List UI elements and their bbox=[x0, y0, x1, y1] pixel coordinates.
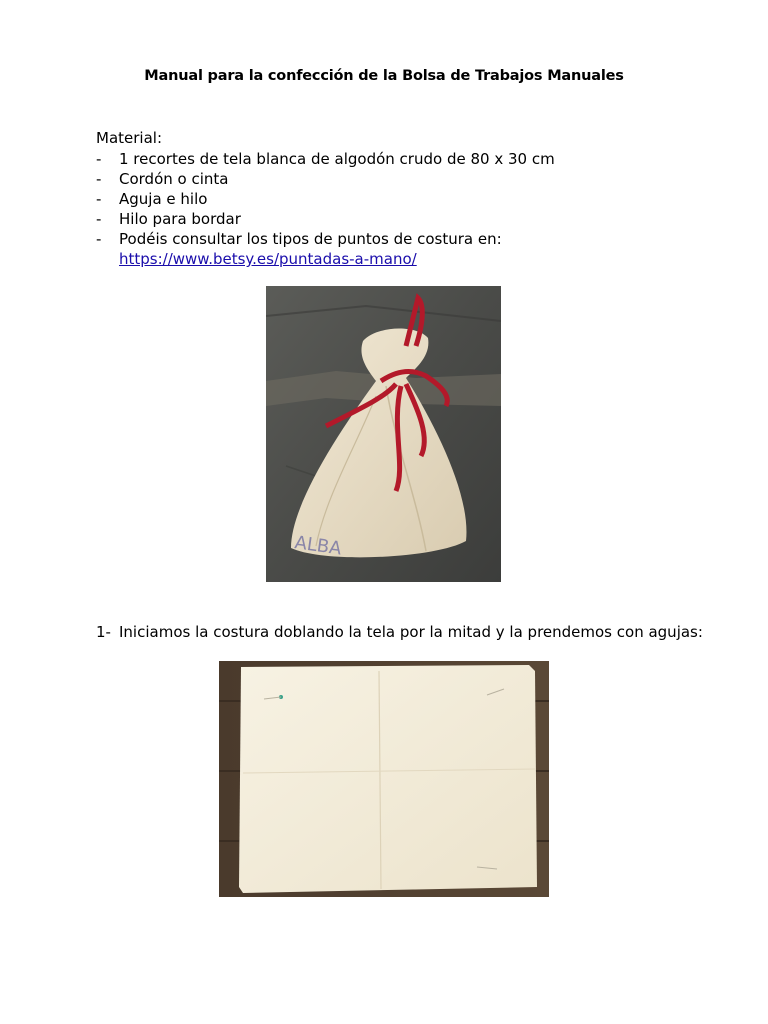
material-item-text: Aguja e hilo bbox=[119, 190, 208, 208]
step-1 bbox=[96, 622, 703, 642]
material-list bbox=[96, 149, 555, 249]
folded-fabric-photo bbox=[219, 661, 549, 897]
stitch-types-link[interactable]: https://www.betsy.es/puntadas-a-mano/ bbox=[119, 250, 417, 268]
document-title: Manual para la confección de la Bolsa de Trabajos Manuales bbox=[144, 68, 624, 84]
step-text: Iniciamos la costura doblando la tela por la mitad y la prendemos con agujas: bbox=[119, 623, 703, 641]
step-number: 1- bbox=[96, 623, 111, 641]
bullet-dash: - bbox=[96, 150, 102, 168]
material-item-text: Podéis consultar los tipos de puntos de costura en: bbox=[119, 230, 502, 248]
bullet-dash: - bbox=[96, 170, 102, 188]
material-item-text: Hilo para bordar bbox=[119, 210, 241, 228]
list-item bbox=[96, 149, 555, 169]
material-heading: Material: bbox=[96, 129, 162, 147]
bag-inscription: ALBA bbox=[293, 532, 343, 560]
list-item bbox=[96, 189, 555, 209]
list-item bbox=[96, 229, 555, 249]
list-item bbox=[96, 169, 555, 189]
bullet-dash: - bbox=[96, 190, 102, 208]
material-item-text: 1 recortes de tela blanca de algodón crudo de 80 x 30 cm bbox=[119, 150, 555, 168]
finished-bag-photo bbox=[266, 286, 501, 582]
bullet-dash: - bbox=[96, 230, 102, 248]
list-item bbox=[96, 209, 555, 229]
material-item-text: Cordón o cinta bbox=[119, 170, 229, 188]
bullet-dash: - bbox=[96, 210, 102, 228]
